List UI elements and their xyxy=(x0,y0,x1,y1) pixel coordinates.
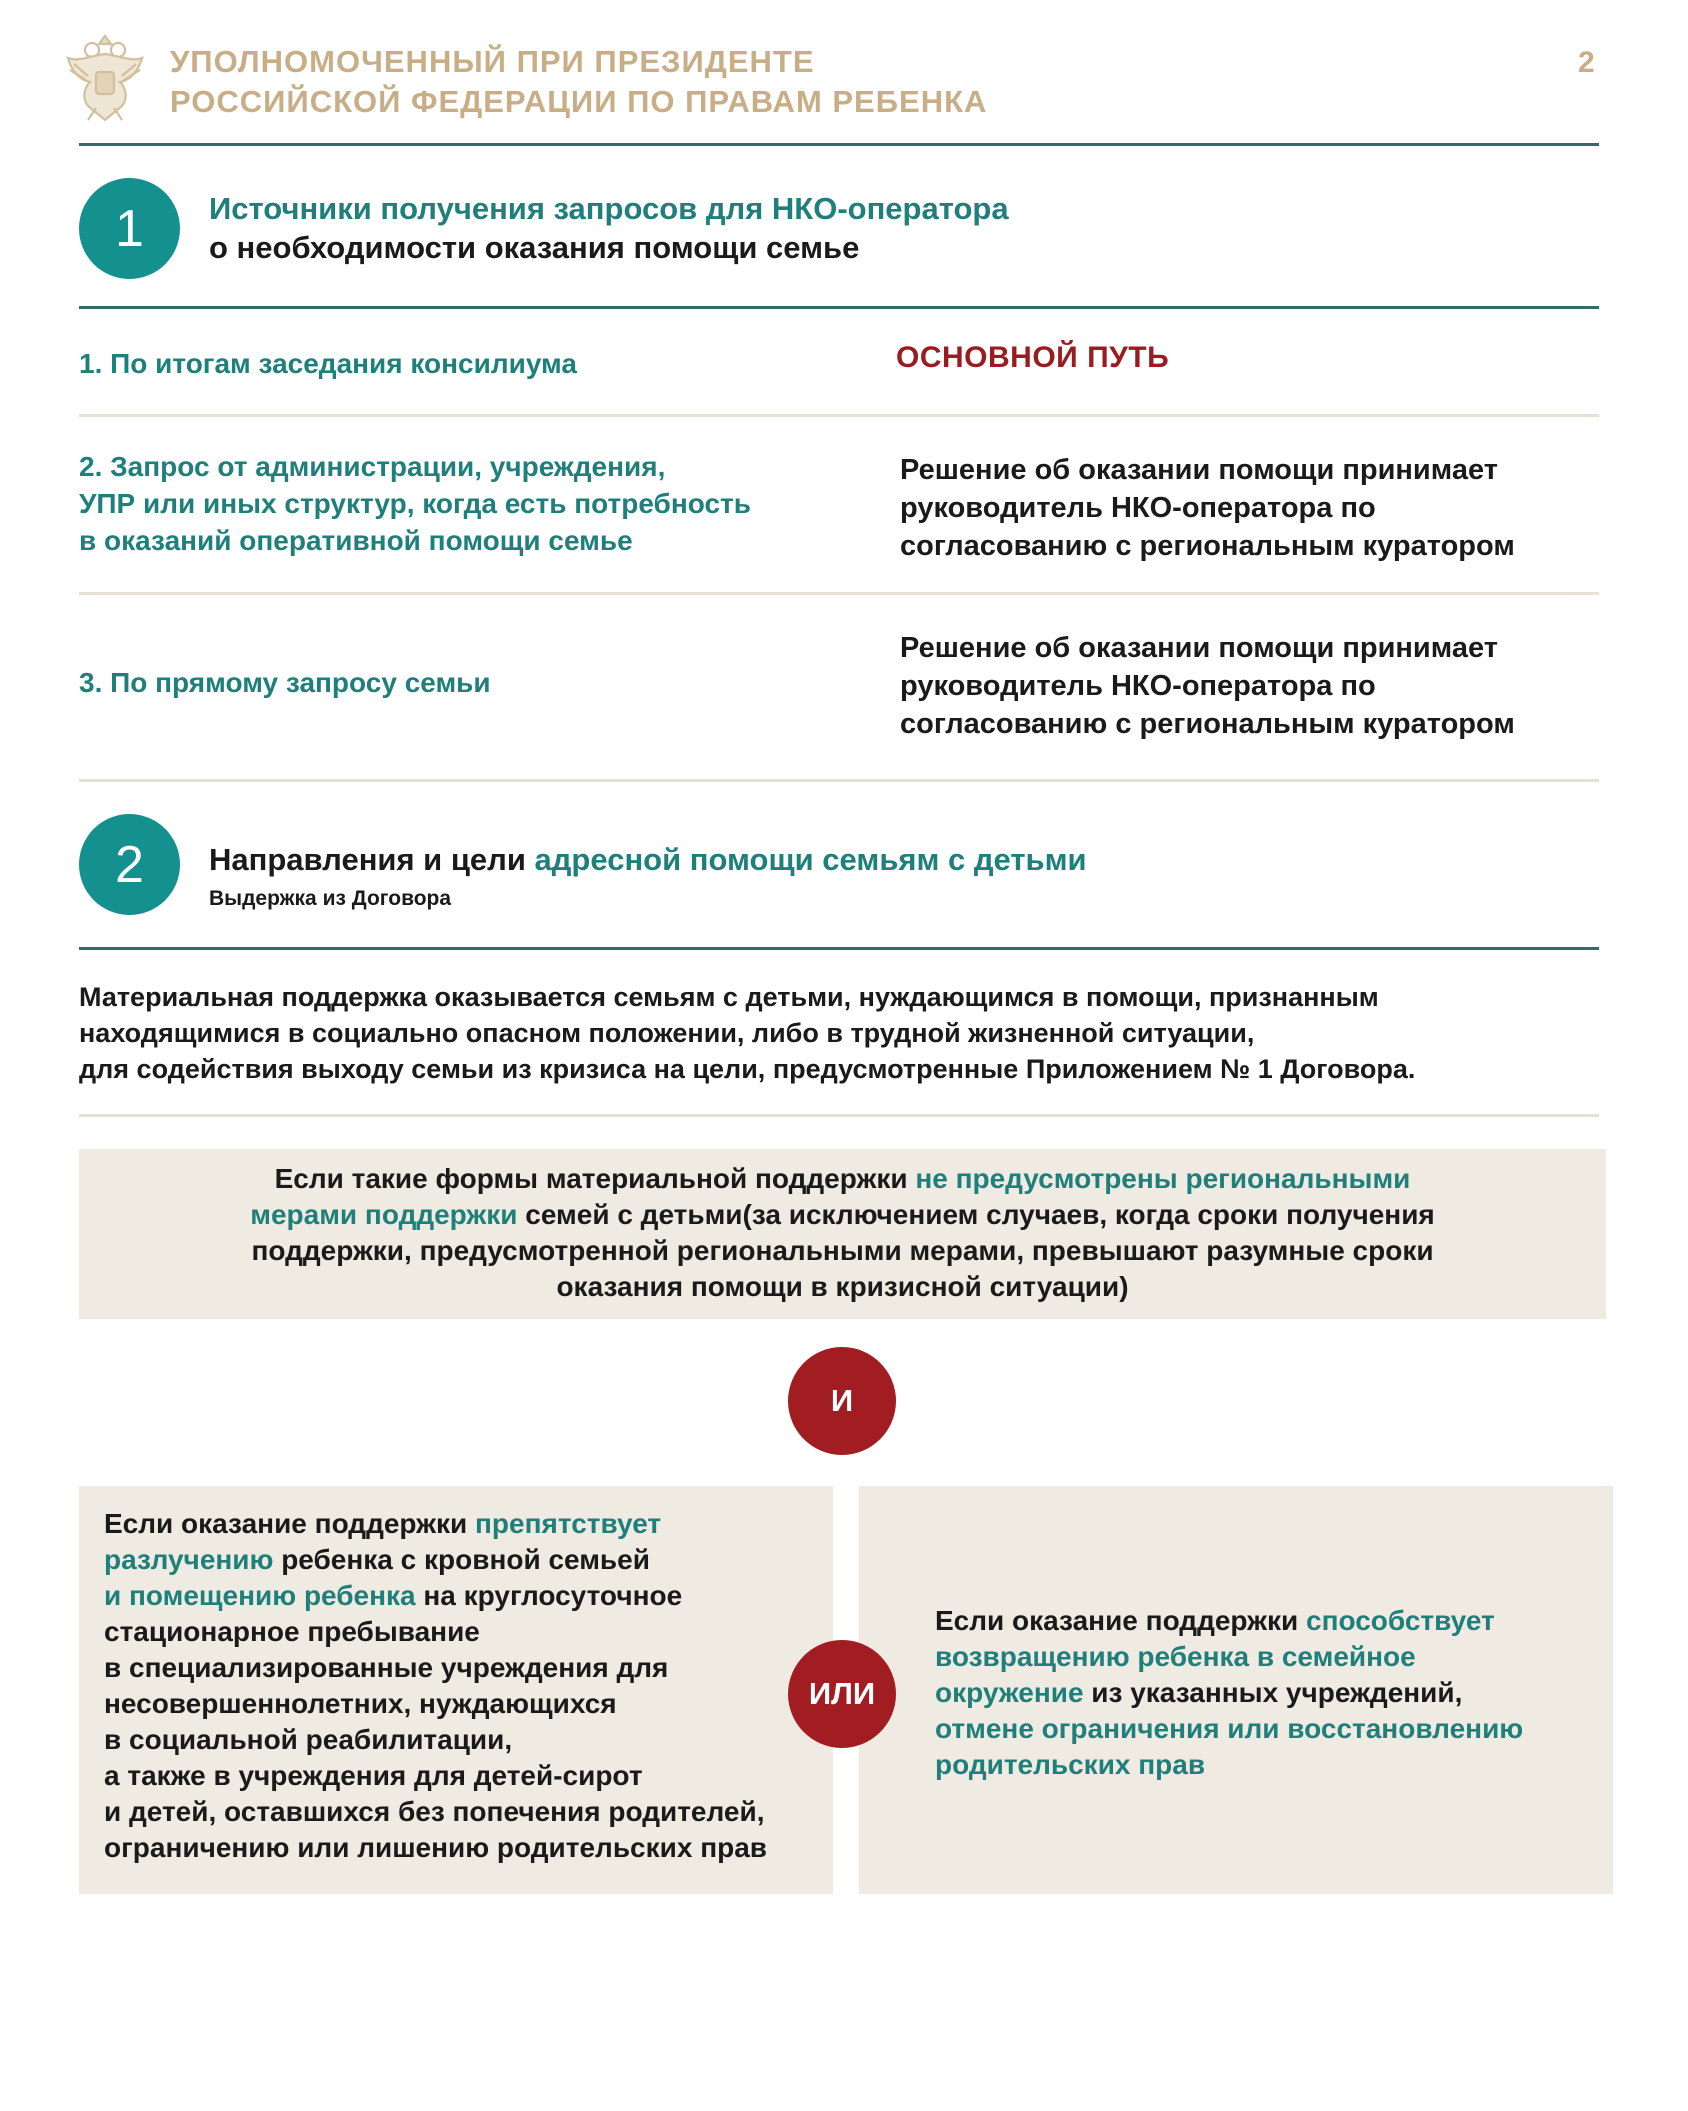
condition-text: Если такие формы материальной поддержки xyxy=(274,1163,916,1194)
decision-note-line: руководитель НКО-оператора по xyxy=(900,670,1376,702)
condition-text: в социальной реабилитации, xyxy=(104,1724,513,1755)
condition-highlight: отмене ограничения или восстановлению xyxy=(935,1713,1524,1744)
section-1-title-rest: о необходимости оказания помощи семье xyxy=(209,230,860,265)
condition-highlight: разлучению xyxy=(104,1544,274,1575)
divider xyxy=(79,1114,1599,1117)
condition-highlight: мерами поддержки xyxy=(250,1199,518,1230)
condition-highlight: возвращению ребенка в семейное xyxy=(935,1641,1416,1672)
condition-highlight: родительских прав xyxy=(935,1749,1206,1780)
org-title-line-1: УПОЛНОМОЧЕННЫЙ ПРИ ПРЕЗИДЕНТЕ xyxy=(170,44,815,79)
condition-highlight: способствует xyxy=(1306,1605,1495,1636)
decision-note xyxy=(900,451,1515,565)
divider xyxy=(79,306,1599,309)
decision-note-line: Решение об оказании помощи принимает xyxy=(900,632,1498,664)
paragraph-line: находящимися в социально опасном положении, либо в трудной жизненной ситуации, xyxy=(79,1018,1255,1048)
condition-text: Если оказание поддержки xyxy=(935,1605,1307,1636)
condition-text: поддержки, предусмотренной региональными мерами, превышают разумные сроки xyxy=(251,1235,1434,1266)
page-number: 2 xyxy=(1578,46,1595,79)
condition-box-regional-measures xyxy=(79,1149,1606,1319)
decision-note xyxy=(900,629,1515,743)
main-path-label: ОСНОВНОЙ ПУТЬ xyxy=(896,341,1170,374)
decision-note-line: согласованию с региональным куратором xyxy=(900,708,1515,740)
condition-highlight: препятствует xyxy=(475,1508,662,1539)
or-connector: ИЛИ xyxy=(788,1640,896,1748)
section-number-badge: 2 xyxy=(79,814,180,915)
condition-text: ребенка с кровной семьей xyxy=(273,1544,650,1575)
condition-text: а также в учреждения для детей-сирот xyxy=(104,1760,643,1791)
paragraph-line: для содействия выходу семьи из кризиса на цели, предусмотренные Приложением № 1 Договора. xyxy=(79,1054,1416,1084)
condition-text: на круглосуточное xyxy=(415,1580,683,1611)
condition-text: Если оказание поддержки xyxy=(104,1508,476,1539)
coat-of-arms-icon xyxy=(60,28,150,128)
condition-highlight: и помещению ребенка xyxy=(104,1580,416,1611)
source-item xyxy=(79,448,751,559)
divider xyxy=(79,779,1599,782)
and-connector: И xyxy=(788,1347,896,1455)
section-2-subtitle: Выдержка из Договора xyxy=(209,887,452,910)
section-1-title xyxy=(209,189,1009,267)
section-1-title-highlight: Источники получения запросов для НКО-оператора xyxy=(209,191,1009,226)
organization-title xyxy=(170,42,987,122)
divider xyxy=(79,414,1599,417)
divider xyxy=(79,143,1599,146)
source-item: 1. По итогам заседания консилиума xyxy=(79,348,577,379)
condition-text: стационарное пребывание xyxy=(104,1616,480,1647)
section-number-badge: 1 xyxy=(79,178,180,279)
divider xyxy=(79,592,1599,595)
condition-text: в специализированные учреждения для xyxy=(104,1652,669,1683)
condition-text: семей с детьми(за исключением случаев, когда сроки получения xyxy=(517,1199,1435,1230)
condition-box-prevents-separation xyxy=(79,1486,833,1894)
condition-text: ограничению или лишению родительских прав xyxy=(104,1832,767,1863)
condition-text: из указанных учреждений, xyxy=(1083,1677,1463,1708)
source-item-line: в оказаний оперативной помощи семье xyxy=(79,525,633,556)
condition-text: оказания помощи в кризисной ситуации) xyxy=(556,1271,1129,1302)
support-description xyxy=(79,979,1561,1087)
decision-note-line: Решение об оказании помощи принимает xyxy=(900,454,1498,486)
condition-highlight: окружение xyxy=(935,1677,1084,1708)
decision-note-line: согласованию с региональным куратором xyxy=(900,530,1515,562)
section-2-title-plain: Направления и цели xyxy=(209,842,535,877)
condition-text: и детей, оставшихся без попечения родителей, xyxy=(104,1796,765,1827)
section-2-title xyxy=(209,840,1087,918)
paragraph-line: Материальная поддержка оказывается семьям с детьми, нуждающимся в помощи, признанным xyxy=(79,982,1379,1012)
condition-text: несовершеннолетних, нуждающихся xyxy=(104,1688,617,1719)
divider xyxy=(79,947,1599,950)
source-item: 3. По прямому запросу семьи xyxy=(79,667,491,698)
condition-highlight: не предусмотрены региональными xyxy=(915,1163,1411,1194)
source-item-line: УПР или иных структур, когда есть потребность xyxy=(79,488,751,519)
decision-note-line: руководитель НКО-оператора по xyxy=(900,492,1376,524)
condition-box-promotes-return xyxy=(859,1486,1613,1894)
section-2-title-highlight: адресной помощи семьям с детьми xyxy=(534,842,1087,877)
org-title-line-2: РОССИЙСКОЙ ФЕДЕРАЦИИ ПО ПРАВАМ РЕБЕНКА xyxy=(170,84,988,119)
source-item-line: 2. Запрос от администрации, учреждения, xyxy=(79,451,666,482)
